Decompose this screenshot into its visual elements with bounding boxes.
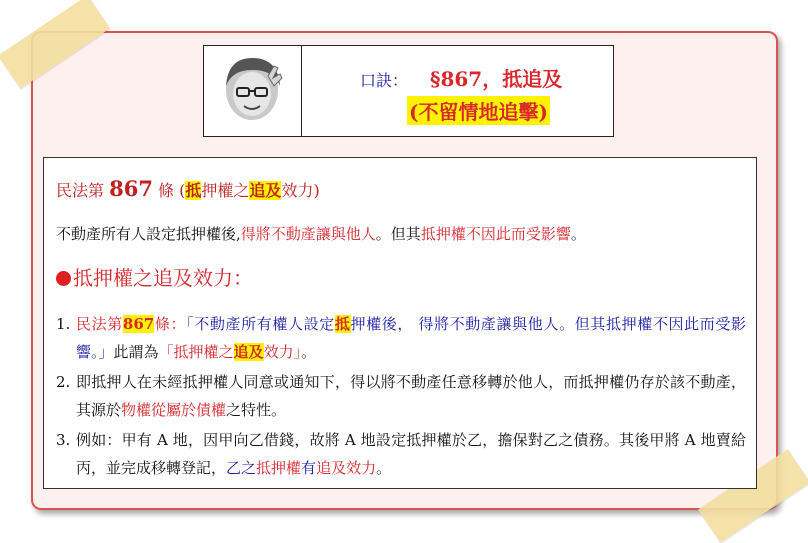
item2-p3: 之特性。 bbox=[226, 401, 287, 419]
article-text-c: 。但其 bbox=[375, 225, 421, 243]
item3-p1: 例如：甲有 A 地，因甲向乙借錢，故將 A 地設定抵押權於乙，擔保對乙之債務。其後甲將 A 地賣給丙，並完成移轉登記， bbox=[76, 431, 746, 477]
teacher-portrait-icon bbox=[204, 46, 301, 136]
article-box bbox=[43, 157, 757, 250]
bullet-icon bbox=[56, 271, 71, 286]
article-suffix: 條 ( bbox=[158, 181, 186, 200]
section-title bbox=[56, 262, 253, 291]
item1-p7: 此謂為 bbox=[113, 343, 159, 361]
list-item bbox=[56, 368, 746, 424]
item3-p3: 抵押權 bbox=[256, 459, 302, 477]
mnemonic-line-2: (不留情地追擊) bbox=[407, 96, 550, 125]
section-title-text: 抵押權之追及效力： bbox=[73, 266, 253, 290]
item3-p2: 乙之 bbox=[226, 459, 257, 477]
item1-p4: 「不動產所有權人設定 bbox=[186, 315, 335, 333]
item2-p2: 物權從屬於債權 bbox=[121, 401, 227, 419]
highlight-zhuiji: 追及 bbox=[249, 181, 282, 200]
mnemonic-label: 口訣： bbox=[360, 71, 409, 90]
article-text-e: 受影響 bbox=[525, 225, 571, 243]
article-text bbox=[56, 223, 586, 244]
article-text-f: 。 bbox=[570, 225, 586, 243]
article-text-b: 得將不動產讓與他人 bbox=[240, 225, 376, 243]
mnemonic-header bbox=[203, 45, 614, 137]
highlight-di: 抵 bbox=[185, 181, 202, 200]
item1-p3: 條： bbox=[154, 315, 187, 333]
mnemonic-line-1: §867，抵追及 bbox=[430, 67, 563, 91]
mnemonic-panel bbox=[302, 46, 613, 136]
article-prefix: 民法第 bbox=[56, 181, 105, 200]
item3-p5: 追及效力 bbox=[316, 459, 377, 477]
item-number: 2. bbox=[56, 373, 71, 391]
item1-p2: 867 bbox=[122, 315, 155, 333]
item3-p6: 。 bbox=[376, 459, 392, 477]
list-item bbox=[56, 310, 746, 366]
article-title-mid: 押權之 bbox=[201, 181, 250, 200]
item1-p8: 「抵押權之 bbox=[158, 343, 234, 361]
item1-p10: 效力」 bbox=[263, 343, 302, 361]
item1-p11: 。 bbox=[301, 343, 317, 361]
avatar bbox=[204, 46, 302, 136]
article-title bbox=[56, 176, 320, 201]
article-number: 867 bbox=[109, 176, 153, 201]
item-number: 3. bbox=[56, 431, 71, 449]
article-title-end: 效力) bbox=[281, 181, 320, 200]
list-item bbox=[56, 426, 746, 482]
item2-p1: 即抵押人在未經抵押權人同意或通知下，得以將不動產任意移轉於他人，而抵押權仍存於該不動產，其源於 bbox=[76, 373, 746, 419]
item1-p9: 追及 bbox=[233, 343, 264, 361]
item1-p6: 押權後， 得將不動產讓與他人。但其抵押權不因此而受影響。」 bbox=[76, 315, 746, 361]
item1-p1: 民法第 bbox=[76, 315, 123, 333]
item3-p4: 有 bbox=[301, 459, 317, 477]
explanation-box bbox=[43, 248, 757, 489]
item1-p5: 抵 bbox=[334, 315, 351, 333]
article-text-d: 抵押權不因此而 bbox=[420, 225, 526, 243]
article-text-a: 不動產所有人設定抵押權後, bbox=[56, 225, 241, 243]
item-number: 1. bbox=[56, 315, 71, 333]
